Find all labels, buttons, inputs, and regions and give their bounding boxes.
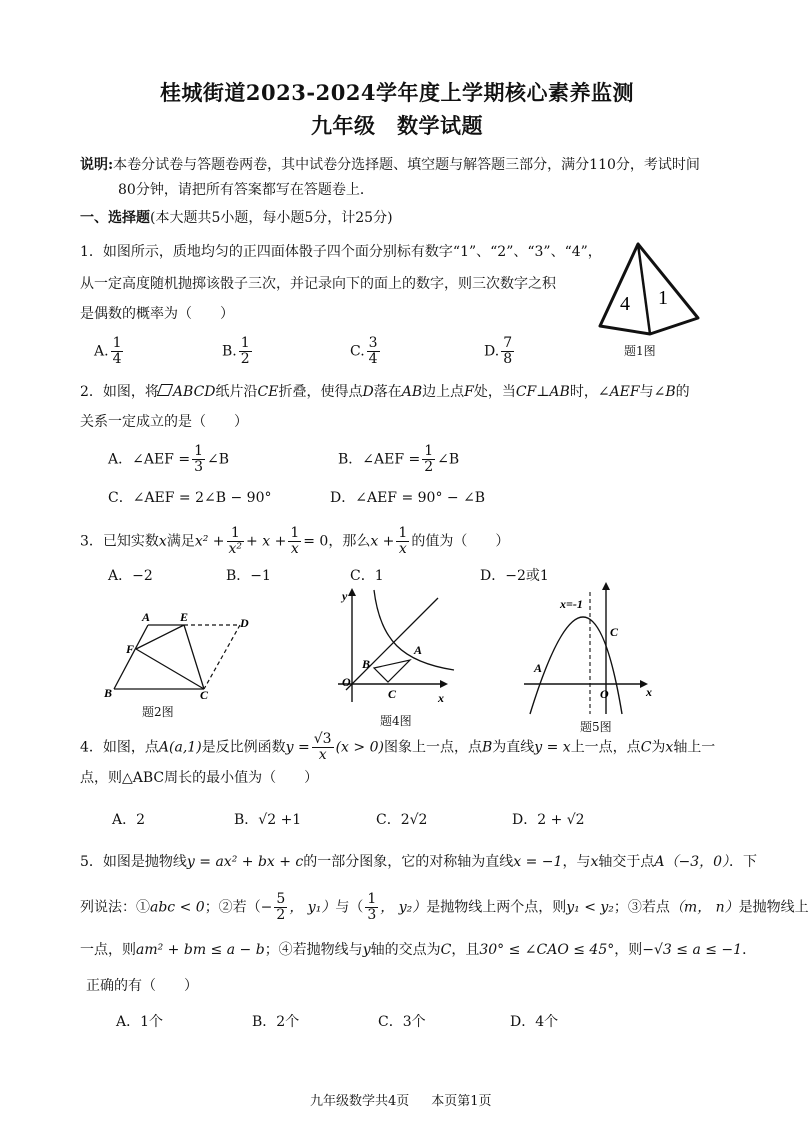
q5-line4: 正确的有（ ） xyxy=(86,978,198,994)
notes-label: 说明: xyxy=(80,157,114,173)
fig4-label-a: A xyxy=(414,643,423,657)
q1-option-a: A. $\frac{1}{4}$ xyxy=(94,335,122,367)
fig1-face-left: 4 xyxy=(620,293,630,315)
fig5-label-c: C xyxy=(610,625,619,639)
q5-line1: 5．如图是抛物线y = ax² + bx + c的一部分图象，它的对称轴为直线x = −1，与x轴交于点A（−3，0）．下 xyxy=(80,854,758,870)
fig2-caption: 题2图 xyxy=(142,705,174,719)
fig1-face-right: 1 xyxy=(658,287,668,309)
fig5-axis-label: x=-1 xyxy=(560,597,583,611)
exam-subtitle: 九年级 数学试题 xyxy=(311,113,483,138)
q3-option-a: A．−2 xyxy=(108,568,153,584)
q1-line2: 从一定高度随机抛掷该骰子三次，并记录向下的面上的数字，则三次数字之积 xyxy=(80,276,556,292)
q3-option-c: C．1 xyxy=(350,568,384,584)
q1-line3: 是偶数的概率为（ ） xyxy=(80,306,234,322)
fig1-tetrahedron xyxy=(590,240,710,340)
q4-line2: 点，则△ABC周长的最小值为（ ） xyxy=(80,770,319,786)
fig4-label-c: C xyxy=(388,687,397,701)
q4-line1: 4．如图，点A(a,1)是反比例函数y = $\frac{√3}{x}$ (x > 0)图象上一点，点B为直线y = x上一点，点C为x轴上一 xyxy=(80,731,716,763)
q2-option-d: D．∠AEF = 90° − ∠B xyxy=(330,490,486,506)
fig4-label-b: B xyxy=(362,657,371,671)
fig2-label-e: E xyxy=(180,610,189,624)
q5-line2: 列说法：①abc < 0；②若（− $\frac{5}{2}$ ， y₁）与（ $\frac{1}{3}$ ， y₂）是抛物线上两个点，则y₁ < y₂；③若点（m， n）是抛物线上 xyxy=(80,891,809,923)
fig5-caption: 题5图 xyxy=(580,720,612,734)
q4-option-d: D．2 + √2 xyxy=(512,812,585,828)
q3-line1: 3．已知实数x满足x² + $\frac{1}{\text{x²}}$ + x + $\frac{1}{x}$ = 0，那么x + $\frac{1}{x}$ 的值为（ ） xyxy=(80,525,510,557)
fig4-y-label: y xyxy=(342,589,348,603)
fig5-parabola xyxy=(520,580,668,720)
q5-option-b: B．2个 xyxy=(252,1014,300,1030)
q1-option-c: C. $\frac{3}{4}$ xyxy=(350,335,378,367)
q4-option-a: A．2 xyxy=(112,812,146,828)
q4-option-c: C．2√2 xyxy=(376,812,428,828)
section1-heading: 一、选择题(本大题共5小题，每小题5分，计25分) xyxy=(80,210,393,226)
fig2-label-f: F xyxy=(126,642,135,656)
notes-line1: 说明:本卷分试卷与答题卷两卷，其中试卷分选择题、填空题与解答题三部分，满分110分，考试时间 xyxy=(80,157,700,173)
exam-title: 桂城街道2023-2024学年度上学期核心素养监测 xyxy=(159,80,635,105)
q1-option-d: D. $\frac{7}{8}$ xyxy=(484,335,513,367)
q3-option-d: D．−2或1 xyxy=(480,568,549,584)
fig4-x-label: x xyxy=(438,691,444,705)
footer-total-pages: 九年级数学共4页 xyxy=(310,1094,410,1109)
q2-line2: 关系一定成立的是（ ） xyxy=(80,414,248,430)
q4-option-b: B．√2 +1 xyxy=(234,812,302,828)
page-footer xyxy=(310,1090,492,1109)
q2-option-c: C．∠AEF = 2∠B − 90° xyxy=(108,490,272,506)
q2-line1: 2．如图，将 ABCD纸片沿CE折叠，使得点D落在AB边上点F处，当CF⊥AB时，∠AEF与∠B的 xyxy=(80,384,690,400)
q2-option-b: B．∠AEF = $\frac{1}{2}$ ∠B xyxy=(338,443,460,475)
fig5-origin-label: O xyxy=(600,687,609,701)
q5-option-d: D．4个 xyxy=(510,1014,559,1030)
fig1-caption: 题1图 xyxy=(624,344,656,358)
q3-option-b: B．−1 xyxy=(226,568,271,584)
parallelogram-symbol xyxy=(157,384,173,396)
fig5-x-label: x xyxy=(646,685,652,699)
fig2-label-d: D xyxy=(240,616,249,630)
fig4-graph xyxy=(332,584,462,712)
q1-line1: 1．如图所示，质地均匀的正四面体骰子四个面分别标有数字“1”、“2”、“3”、“4”， xyxy=(80,244,602,260)
notes-line2: 80分钟，请把所有答案都写在答题卷上． xyxy=(118,182,374,198)
fig2-label-b: B xyxy=(104,686,113,700)
q5-option-a: A．1个 xyxy=(116,1014,164,1030)
fig2-label-a: A xyxy=(142,610,151,624)
fig5-label-a: A xyxy=(534,661,543,675)
q2-option-a: A．∠AEF = $\frac{1}{3}$ ∠B xyxy=(108,443,230,475)
fig2-label-c: C xyxy=(200,688,209,702)
q5-line3: 一点，则am² + bm ≤ a − b；④若抛物线与y轴的交点为C，且30° ≤ ∠CAO ≤ 45°，则−√3 ≤ a ≤ −1． xyxy=(80,942,757,958)
fig4-origin-label: O xyxy=(342,675,351,689)
q1-option-b: B. $\frac{1}{2}$ xyxy=(222,335,250,367)
fig4-caption: 题4图 xyxy=(380,714,412,728)
footer-page-number: 本页第1页 xyxy=(431,1094,492,1109)
fig2-parallelogram xyxy=(100,605,260,705)
q5-option-c: C．3个 xyxy=(378,1014,426,1030)
